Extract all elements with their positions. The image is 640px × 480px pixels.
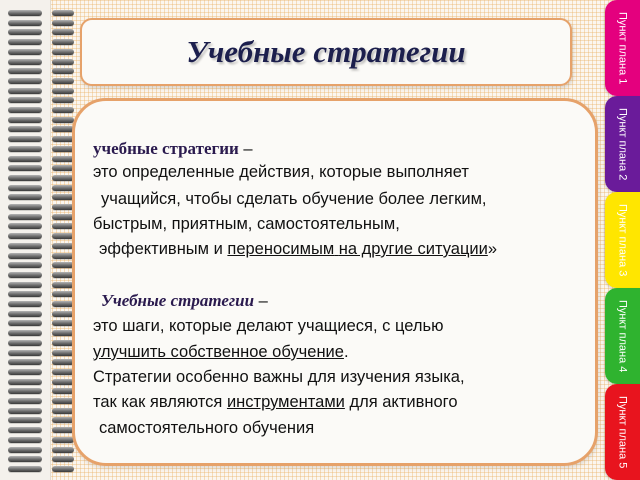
binding-ring [52, 10, 74, 16]
binding-ring [52, 59, 74, 65]
content-box [72, 98, 598, 466]
binding-ring [52, 214, 74, 220]
binding-ring [52, 88, 74, 94]
binding-ring [8, 437, 42, 443]
definition1-line2: учащийся, чтобы сделать обучение более легким, [101, 190, 487, 208]
binding-ring [8, 282, 42, 288]
definition2-underlined-phrase: улучшить собственное обучение [93, 343, 344, 361]
definition1-line1: это определенные действия, которые выполняет [93, 163, 469, 181]
tab-label: Пункт плана 3 [616, 203, 629, 277]
binding-ring [8, 301, 42, 307]
binding-ring [8, 117, 42, 123]
binding-ring [52, 350, 74, 356]
binding-ring [52, 340, 74, 346]
binding-ring [8, 417, 42, 423]
binding-ring [8, 165, 42, 171]
binding-ring [8, 311, 42, 317]
tab-plan-3[interactable] [605, 192, 640, 288]
binding-ring [52, 466, 74, 472]
binding-ring [8, 291, 42, 297]
binding-ring [8, 194, 42, 200]
binding-ring [52, 233, 74, 239]
definition2-line5: самостоятельного обучения [99, 419, 315, 437]
binding-ring [52, 20, 74, 26]
definition2-heading [101, 291, 268, 311]
definition2-line3: Стратегии особенно важны для изучения языка, [93, 368, 465, 386]
binding-ring [8, 204, 42, 210]
binding-ring [52, 369, 74, 375]
binding-ring [8, 243, 42, 249]
binding-ring [52, 262, 74, 268]
definition2-dash: – [254, 292, 268, 310]
definition1-term: учебные стратегии [93, 139, 239, 158]
binding-ring [8, 175, 42, 181]
binding-ring [52, 253, 74, 259]
binding-ring [8, 214, 42, 220]
definition2-line4-suffix: для активного [344, 393, 458, 411]
binding-ring [52, 97, 74, 103]
binding-ring [8, 88, 42, 94]
definition1-dash: – [238, 140, 253, 158]
binding-ring [52, 29, 74, 35]
binding-ring [8, 408, 42, 414]
definition2-underlined-term: инструментами [226, 393, 345, 411]
binding-ring [52, 204, 74, 210]
tab-label: Пункт плана 4 [616, 299, 629, 373]
definition1-underlined-phrase: на другие ситуации [338, 240, 488, 258]
definition1-underlined-term: переносимым [227, 240, 335, 258]
binding-ring [8, 379, 42, 385]
definition2-line2-suffix: . [343, 343, 349, 361]
binding-ring [52, 359, 74, 365]
binding-ring [8, 330, 42, 336]
binding-ring [8, 369, 42, 375]
binding-ring [8, 262, 42, 268]
tab-plan-5[interactable] [605, 384, 640, 480]
binding-ring [52, 126, 74, 132]
tab-plan-1[interactable] [605, 0, 640, 96]
binding-ring [8, 350, 42, 356]
binding-ring [8, 223, 42, 229]
title-box [80, 18, 572, 86]
definition1-line3: быстрым, приятным, самостоятельным, [93, 215, 400, 233]
tab-plan-2[interactable] [605, 96, 640, 192]
tab-label: Пункт плана 2 [616, 107, 629, 181]
binding-ring [8, 59, 42, 65]
definition2-term: Учебные стратегии [101, 291, 255, 310]
binding-ring [52, 447, 74, 453]
binding-ring [52, 185, 74, 191]
binding-ring [8, 233, 42, 239]
definition2-line1: это шаги, которые делают учащиеся, с целью [93, 317, 444, 335]
binding-ring [52, 194, 74, 200]
definition1-line4-suffix: » [487, 240, 498, 258]
binding-ring [52, 49, 74, 55]
binding-ring [8, 68, 42, 74]
binding-ring [52, 301, 74, 307]
tab-plan-4[interactable] [605, 288, 640, 384]
binding-ring [52, 39, 74, 45]
binding-ring [8, 39, 42, 45]
binding-ring [52, 330, 74, 336]
binding-ring [8, 185, 42, 191]
binding-ring [8, 466, 42, 472]
definition1-line4-prefix: эффективным и [99, 240, 228, 258]
binding-ring [8, 97, 42, 103]
binding-ring [8, 388, 42, 394]
binding-ring [52, 78, 74, 84]
binding-ring [52, 68, 74, 74]
binding-ring [52, 175, 74, 181]
binding-ring [52, 379, 74, 385]
binding-ring [8, 156, 42, 162]
binding-ring [8, 359, 42, 365]
binding-ring [52, 398, 74, 404]
binding-ring [8, 398, 42, 404]
binding-ring [52, 456, 74, 462]
binding-ring [8, 126, 42, 132]
binding-ring [52, 408, 74, 414]
binding-ring [8, 78, 42, 84]
binding-ring [8, 146, 42, 152]
binding-ring [52, 388, 74, 394]
binding-ring [52, 107, 74, 113]
tab-label: Пункт плана 5 [616, 395, 629, 469]
binding-ring [8, 49, 42, 55]
binding-ring [8, 447, 42, 453]
binding-ring [8, 320, 42, 326]
binding-ring [8, 107, 42, 113]
binding-ring [52, 417, 74, 423]
definition2-line4-prefix: так как являются [93, 393, 227, 411]
definition2-line2 [93, 343, 349, 362]
binding-ring [52, 282, 74, 288]
definition1-heading [93, 139, 253, 159]
binding-ring [52, 311, 74, 317]
binding-ring [52, 437, 74, 443]
binding-ring [8, 456, 42, 462]
definition2-line4 [93, 393, 458, 412]
definition1-line4 [99, 240, 497, 259]
binding-ring [8, 20, 42, 26]
binding-ring [52, 156, 74, 162]
binding-ring [8, 272, 42, 278]
binding-ring [52, 146, 74, 152]
tab-label: Пункт плана 1 [616, 11, 629, 85]
binding-ring [52, 223, 74, 229]
binding-ring [52, 291, 74, 297]
binding-ring [52, 320, 74, 326]
binding-ring [52, 272, 74, 278]
binding-ring [52, 427, 74, 433]
binding-ring [8, 340, 42, 346]
binding-ring [52, 117, 74, 123]
binding-ring [8, 253, 42, 259]
slide-title: Учебные стратегии [186, 34, 466, 69]
binding-ring [52, 243, 74, 249]
binding-ring [8, 427, 42, 433]
binding-ring [52, 165, 74, 171]
binding-ring [8, 10, 42, 16]
binding-ring [8, 29, 42, 35]
binding-ring [8, 136, 42, 142]
binding-ring [52, 136, 74, 142]
